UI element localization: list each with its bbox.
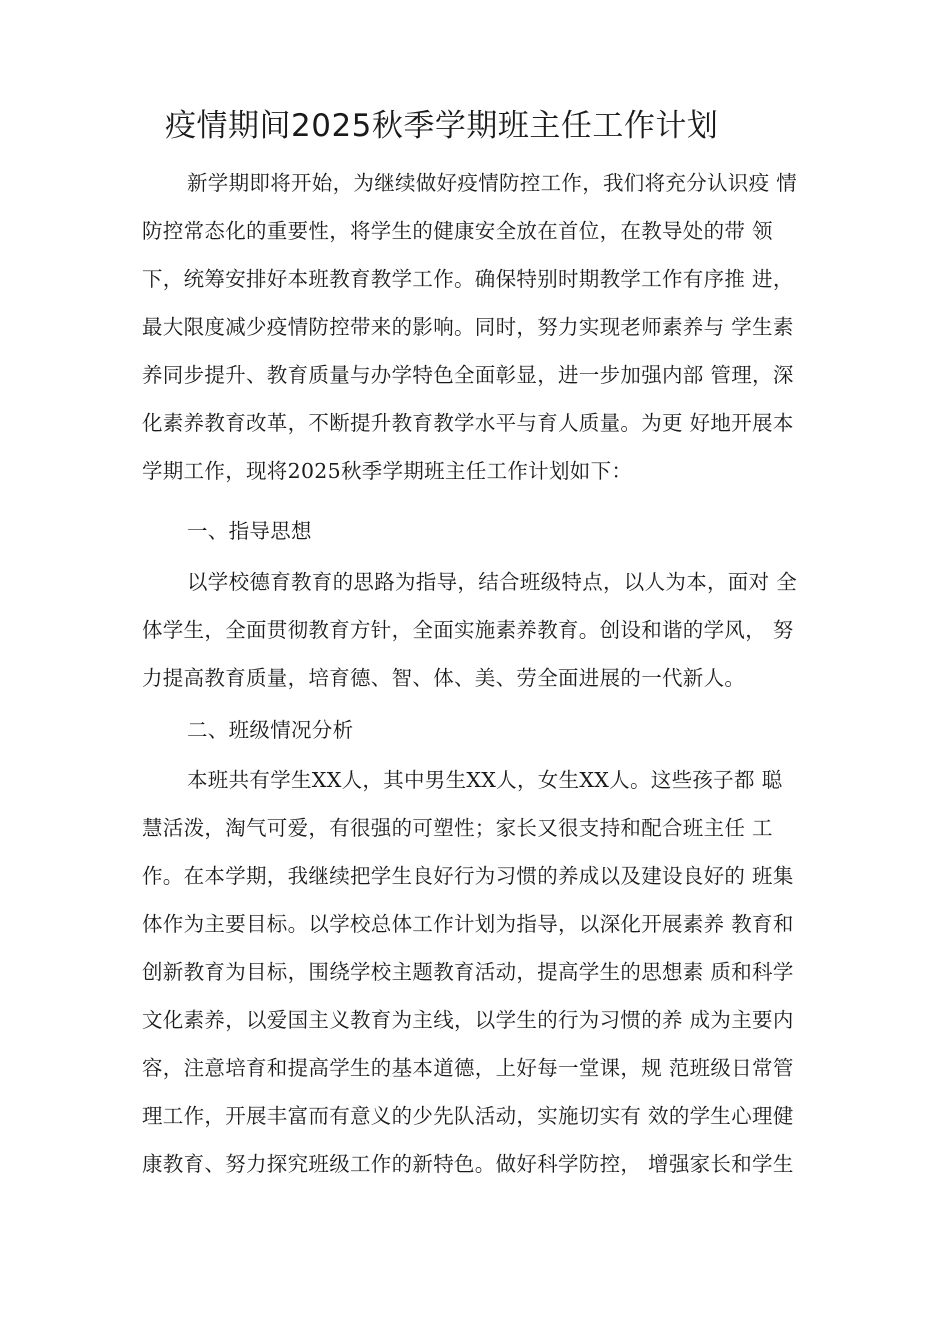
- paragraph-line: 本班共有学生XX人，其中男生XX人，女生XX人。这些孩子都 聪: [187, 768, 783, 792]
- paragraph-line: 文化素养，以爱国主义教育为主线，以学生的行为习惯的养 成为主要内: [142, 1008, 794, 1032]
- paragraph-line: 下，统筹安排好本班教育教学工作。确保特别时期教学工作有序推 进，: [142, 267, 794, 291]
- paragraph-line: 新学期即将开始，为继续做好疫情防控工作，我们将充分认识疫 情: [187, 171, 798, 195]
- paragraph-line: 以学校德育教育的思路为指导，结合班级特点，以人为本，面对 全: [187, 570, 798, 594]
- paragraph-line: 学期工作，现将2025秋季学期班主任工作计划如下：: [142, 459, 633, 483]
- paragraph-line: 作。在本学期，我继续把学生良好行为习惯的养成以及建设良好的 班集: [142, 864, 794, 888]
- paragraph-line: 化素养教育改革，不断提升教育教学水平与育人质量。为更 好地开展本: [142, 411, 794, 435]
- paragraph-line: 理工作，开展丰富而有意义的少先队活动，实施切实有 效的学生心理健: [142, 1104, 794, 1128]
- section-guiding-thought-paragraph: [142, 558, 822, 702]
- section-heading-guiding-thought: 一、指导思想: [187, 519, 312, 543]
- paragraph-line: 防控常态化的重要性，将学生的健康安全放在首位，在教导处的带 领: [142, 219, 773, 243]
- section-class-analysis-paragraph: [142, 756, 822, 1188]
- paragraph-line: 容，注意培育和提高学生的基本道德，上好每一堂课，规 范班级日常管: [142, 1056, 794, 1080]
- paragraph-line: 最大限度减少疫情防控带来的影响。同时，努力实现老师素养与 学生素: [142, 315, 794, 339]
- paragraph-line: 体作为主要目标。以学校总体工作计划为指导，以深化开展素养 教育和: [142, 912, 794, 936]
- section-heading-class-analysis: 二、班级情况分析: [187, 718, 354, 742]
- paragraph-line: 养同步提升、教育质量与办学特色全面彰显，进一步加强内部 管理，深: [142, 363, 794, 387]
- paragraph-line: 慧活泼，淘气可爱，有很强的可塑性；家长又很支持和配合班主任 工: [142, 816, 773, 840]
- paragraph-line: 康教育、努力探究班级工作的新特色。做好科学防控， 增强家长和学生: [142, 1152, 794, 1176]
- paragraph-line: 创新教育为目标，围绕学校主题教育活动，提高学生的思想素 质和科学: [142, 960, 794, 984]
- document-title: 疫情期间2025秋季学期班主任工作计划: [165, 108, 719, 144]
- paragraph-line: 体学生，全面贯彻教育方针，全面实施素养教育。创设和谐的学风， 努: [142, 618, 794, 642]
- paragraph-line: 力提高教育质量，培育德、智、体、美、劳全面进展的一代新人。: [142, 666, 746, 690]
- intro-paragraph: [142, 159, 822, 495]
